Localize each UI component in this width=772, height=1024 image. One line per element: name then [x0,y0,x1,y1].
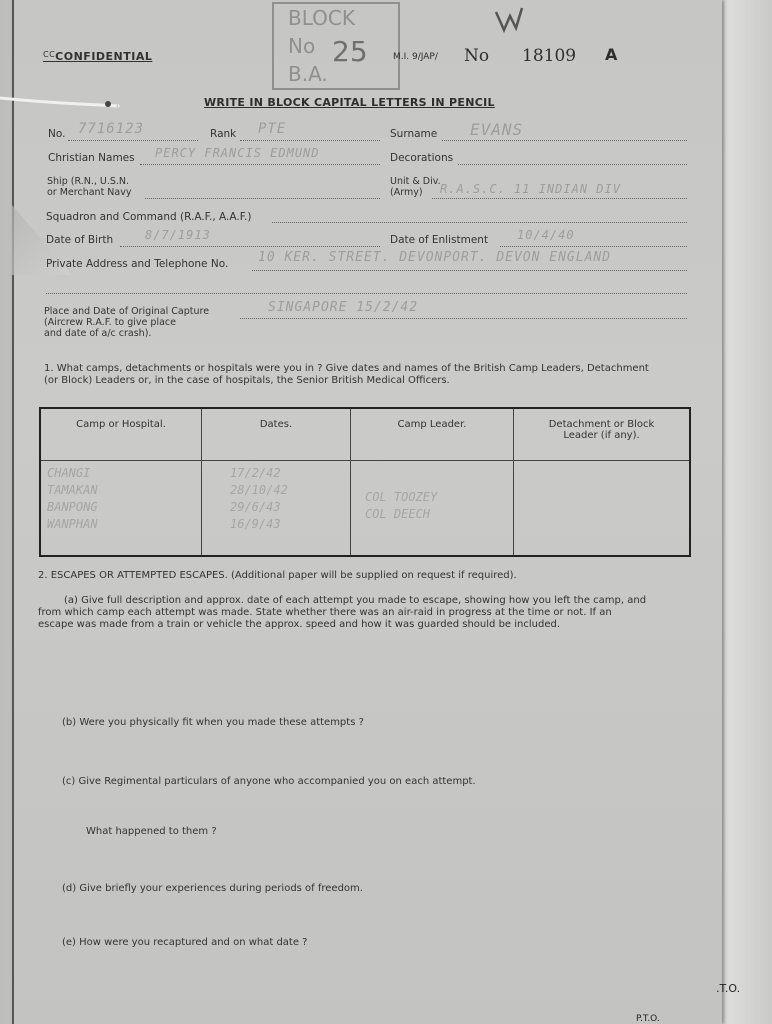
confidential-marking: $^{CC}$CONFIDENTIAL [43,50,153,63]
rank-label: Rank [210,128,237,140]
question-2a: (a) Give full description and approx. date of each attempt you made to escape, showing how you left the camp, and from which camp each attempt was made. State whether there was an air-raid in progress at the time or not. If an escape was made from a train or vehicle the approx. speed and how it was guarded should be included. [38,595,647,630]
christian-names-line [140,164,380,165]
date-entry: 17/2/42 [230,466,281,480]
header-camp-leader: Camp Leader. [351,408,514,461]
surname-line [442,140,687,141]
address-line-2 [46,293,687,294]
camp-entry: TAMAKAN [47,483,98,497]
camp-table-header [40,408,690,461]
surname-label: Surname [390,128,438,140]
stamp-handwritten-number: 25 [332,35,368,68]
stamp-ba-text: B.A. [288,62,328,86]
form-instruction: WRITE IN BLOCK CAPITAL LETTERS IN PENCIL [204,96,495,109]
squadron-line [272,222,687,223]
dob-label: Date of Birth [46,234,114,246]
date-entry: 29/6/43 [230,500,281,514]
pto-mark-bottom: P.T.O. [636,1014,660,1024]
camp-entry: CHANGI [47,466,91,480]
enlistment-line [500,246,687,247]
surname-value: EVANS [470,120,524,139]
pto-mark-right: .T.O. [716,982,741,995]
camp-table-row [40,461,690,557]
ship-line [145,198,380,199]
leaders-cell [351,461,514,557]
detachment-cell [514,461,691,557]
question-1: 1. What camps, detachments or hospitals were you in ? Give dates and names of the British Camp Leaders, Detachment (or Block) Leaders or, in the case of hospitals, the Senior British Medical Officers. [44,363,649,386]
serial-no-label: No [464,46,490,66]
rank-value: PTE [258,121,287,137]
address-line [252,270,687,271]
leader-entry: COL DEECH [365,507,431,521]
decorations-label: Decorations [390,152,454,164]
capture-value: SINGAPORE 15/2/42 [268,300,419,315]
camps-cell [40,461,202,557]
service-number-value: 7716123 [78,121,145,137]
header-camp: Camp or Hospital. [40,408,202,461]
ship-label: Ship (R.N., U.S.N. or Merchant Navy [47,176,132,198]
unit-value: R.A.S.C. 11 INDIAN DIV [440,182,621,196]
block-stamp [272,2,400,90]
camp-entry: BANPONG [47,500,98,514]
address-label: Private Address and Telephone No. [46,258,229,270]
tag-string [0,94,120,108]
christian-names-value: PERCY FRANCIS EDMUND [155,146,320,160]
christian-names-label: Christian Names [48,152,135,164]
date-entry: 28/10/42 [230,483,288,497]
form-reference: M.I. 9/JAP/ [393,52,438,62]
question-2e: (e) How were you recaptured and on what date ? [62,937,308,948]
rank-line [240,140,380,141]
stamp-no-text: No [288,34,316,58]
unit-label: Unit & Div. (Army) [390,176,441,198]
question-2d: (d) Give briefly your experiences during periods of freedom. [62,883,363,894]
leader-entry: COL TOOZEY [365,490,438,504]
date-entry: 16/9/43 [230,517,281,531]
camp-table [39,407,691,557]
question-2c: (c) Give Regimental particulars of anyone who accompanied you on each attempt. [62,776,476,787]
camp-entry: WANPHAN [47,517,98,531]
decorations-line [458,164,687,165]
handwritten-mark-icon [492,4,532,36]
stamp-block-text: BLOCK [288,6,355,30]
dob-value: 8/7/1913 [145,228,211,242]
question-2-title: 2. ESCAPES OR ATTEMPTED ESCAPES. (Additional paper will be supplied on request if required). [38,570,517,581]
question-2c-follow: What happened to them ? [86,826,217,837]
dates-cell [202,461,351,557]
service-number-label: No. [48,128,66,140]
header-dates: Dates. [202,408,351,461]
enlistment-label: Date of Enlistment [390,234,489,246]
address-value: 10 KER. STREET. DEVONPORT. DEVON ENGLAND [258,250,612,265]
dob-line [120,246,380,247]
header-detachment-leader: Detachment or Block Leader (if any). [514,408,691,461]
squadron-label: Squadron and Command (R.A.F., A.A.F.) [46,211,252,223]
enlistment-value: 10/4/40 [517,228,575,242]
service-number-line [68,140,198,141]
capture-label: Place and Date of Original Capture (Aircrew R.A.F. to give place and date of a/c crash). [44,306,210,339]
capture-line [240,318,687,319]
serial-suffix: A [605,45,618,64]
unit-line [432,198,687,199]
question-2b: (b) Were you physically fit when you made these attempts ? [62,717,364,728]
serial-number: 18109 [522,46,577,66]
